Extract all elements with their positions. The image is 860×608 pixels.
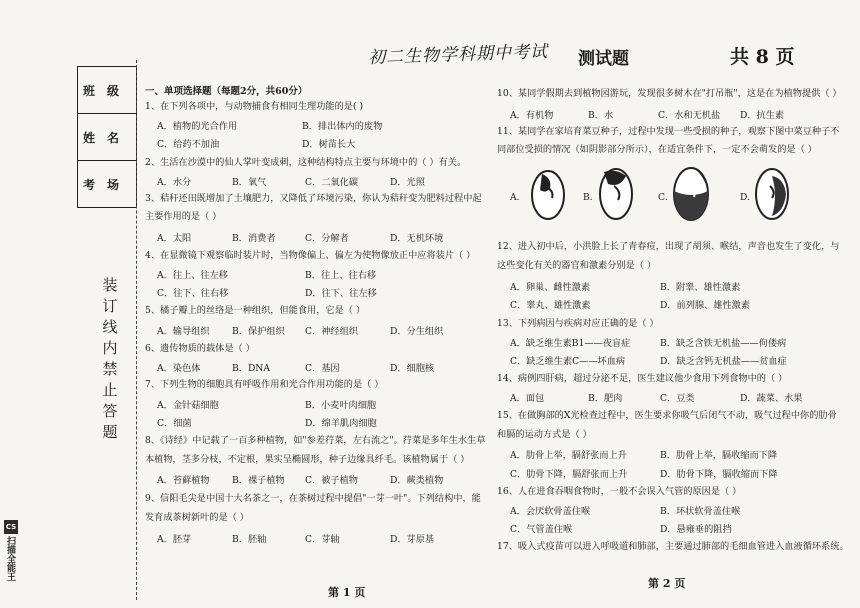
q8-option-a: A．苔藓植物 <box>157 475 210 486</box>
q6-option-d: D．细胞核 <box>390 363 435 374</box>
question-5: 5、橘子瓣上的丝络是一种组织，但能食用，它是（ ） <box>145 305 366 316</box>
q3-option-c: C．分解者 <box>305 233 349 244</box>
question-15-cont: 和膈的运动方式是（ ） <box>497 429 592 440</box>
seed-figure-a <box>528 168 568 222</box>
handwritten-title: 初二生物学科期中考试 <box>367 41 549 69</box>
q16-option-d: D．悬雍垂的阻挡 <box>660 524 732 535</box>
question-14: 14、病例四肝病，超过分泌不足，医生建议他少食用下列食物中的（ ） <box>497 373 788 384</box>
q13-option-a: A．缺乏维生素B1——夜盲症 <box>510 338 631 349</box>
q1-option-c: C．给药不加油 <box>157 139 220 150</box>
question-12-cont: 这些变化有关的器官和激素分别是（ ） <box>497 260 657 271</box>
q9-option-a: A．胚芽 <box>157 534 192 545</box>
question-9-cont: 发育成茶树新叶的是（ ） <box>145 512 249 523</box>
q6-option-b: B．DNA <box>232 363 270 374</box>
question-3-cont: 主要作用的是（ ） <box>145 211 222 222</box>
q15-option-d: D．肋骨下降，膈收缩而下降 <box>660 469 778 480</box>
q2-option-c: C．二氧化碳 <box>305 177 358 188</box>
section-title: 一、单项选择题（每题2分，共60分） <box>145 86 308 97</box>
student-info-box <box>77 66 137 208</box>
question-8: 8、《诗经》中记载了一百多种植物，如"参差荇菜，左右流之"。荇菜是多年生水生草 <box>145 435 486 446</box>
question-3: 3、秸秆还田既增加了土壤肥力，又降低了环境污染，你认为秸秆变为肥料过程中起 <box>145 193 482 204</box>
q9-option-b: B．胚轴 <box>232 534 267 545</box>
q15-option-c: C．肋骨下降，膈舒张而上升 <box>510 469 628 480</box>
left-page-number: 第 1 页 <box>328 586 366 599</box>
q9-option-c: C．芽轴 <box>305 534 340 545</box>
q2-option-b: B．氧气 <box>232 177 267 188</box>
seed-figure-c <box>670 165 712 223</box>
question-15: 15、在做胸部的X光检查过程中，医生要求你吸气后闭气不动，吸气过程中你的肋骨 <box>497 410 837 421</box>
q3-option-a: A．太阳 <box>157 233 192 244</box>
q1-option-b: B．排出体内的废物 <box>302 121 383 132</box>
q11-option-b: B. <box>583 192 593 203</box>
q10-option-a: A．有机物 <box>510 110 554 121</box>
question-7: 7、下列生物的细胞具有呼吸作用和光合作用功能的是（ ） <box>145 379 384 390</box>
question-6: 6、遗传物质的载体是（ ） <box>145 343 255 354</box>
q15-option-b: B．肋骨上举，膈收缩而下降 <box>660 450 778 461</box>
q5-option-d: D．分生组织 <box>390 326 444 337</box>
q13-option-c: C．缺乏维生素C——坏血病 <box>510 356 626 367</box>
q8-option-c: C．被子植物 <box>305 475 358 486</box>
q7-option-c: C．细菌 <box>157 418 192 429</box>
q16-option-c: C．气管盖住喉 <box>510 524 573 535</box>
name-label: 姓名 <box>78 114 136 161</box>
q15-option-a: A．肋骨上举，膈舒张而上升 <box>510 450 627 461</box>
q4-option-d: D．往下、往左移 <box>305 288 377 299</box>
scanner-label: 扫描全能王 <box>5 536 15 581</box>
q2-option-a: A．水分 <box>157 177 192 188</box>
question-11-cont: 同部位受损的情况（如阴影部分所示），在适宜条件下，一定不会萌发的是（ ） <box>497 144 817 155</box>
question-11: 11、某同学在家培育菜豆种子，过程中发现一些受损的种子，观察下图中菜豆种子不 <box>497 126 840 137</box>
q5-option-a: A．输导组织 <box>157 326 210 337</box>
room-label: 考场 <box>82 177 131 192</box>
question-17: 17、吸入式疫苗可以进入呼吸道和肺部，主要通过肺部的毛细血管进入血液循环系统。 <box>497 541 849 552</box>
question-16: 16、人在进食吞咽食物时，一般不会误入气管的原因是（ ） <box>497 486 742 497</box>
question-9: 9、信阳毛尖是中国十大名茶之一，在茶树过程中提倡"一芽一叶"。下列结构中，能 <box>145 493 481 504</box>
question-12: 12、进入初中后，小洪脸上长了青春痘，出现了胡须、喉结，声音也发生了变化，与 <box>497 241 840 252</box>
page-count: 共 8 页 <box>730 46 795 68</box>
q11-option-a: A. <box>510 192 520 203</box>
q14-option-d: D．蔬菜、水果 <box>740 393 803 404</box>
q12-option-d: D．前列腺、雄性激素 <box>660 300 751 311</box>
seed-figure-b <box>596 166 636 222</box>
q14-option-b: B．肥肉 <box>588 393 623 404</box>
q9-option-d: D．芽原基 <box>390 534 435 545</box>
right-page-number: 第 2 页 <box>648 577 686 590</box>
q11-option-c: C. <box>658 192 668 203</box>
q10-option-d: D．抗生素 <box>740 110 785 121</box>
seed-figure-d <box>752 166 792 222</box>
q13-option-d: D．缺乏含钙无机盐——贫血症 <box>660 356 787 367</box>
q6-option-a: A．染色体 <box>157 363 201 374</box>
q12-option-b: B．附睾、雄性激素 <box>660 282 741 293</box>
q1-option-d: D．树苗长大 <box>302 139 356 150</box>
q12-option-a: A．卵巢、雌性激素 <box>510 282 591 293</box>
q8-option-d: D．蕨类植物 <box>390 475 444 486</box>
q5-option-b: B．保护组织 <box>232 326 285 337</box>
q8-option-b: B．裸子植物 <box>232 475 285 486</box>
q11-option-d: D. <box>740 192 750 203</box>
q7-option-a: A．金针菇细胞 <box>157 400 219 411</box>
question-10: 10、某同学假期去到植物园游玩，发现很多树木在"打吊瓶"，这是在为植物提供（ ） <box>497 88 842 99</box>
q4-option-c: C．往下、往右移 <box>157 288 229 299</box>
q14-option-c: C．豆类 <box>660 393 695 404</box>
question-13: 13、下列病因与疾病对应正确的是（ ） <box>497 318 659 329</box>
q5-option-c: C．神经组织 <box>305 326 358 337</box>
q10-option-b: B．水 <box>588 110 614 121</box>
title-suffix: 测试题 <box>578 49 629 69</box>
q3-option-b: B．消费者 <box>232 233 276 244</box>
q6-option-c: C．基因 <box>305 363 340 374</box>
q10-option-c: C．水和无机盐 <box>658 110 721 121</box>
q14-option-a: A．面包 <box>510 393 545 404</box>
q1-option-a: A．植物的光合作用 <box>157 121 238 132</box>
question-1: 1、在下列各项中，与动物捕食有相同生理功能的是( ) <box>145 101 364 112</box>
binding-dashed-line <box>136 60 137 600</box>
q16-option-a: A．会厌软骨盖住喉 <box>510 506 591 517</box>
camscanner-logo-icon: CS <box>4 520 18 534</box>
q7-option-d: D．绵羊肌肉细胞 <box>305 418 377 429</box>
question-2: 2、生活在沙漠中的仙人掌叶变成刺，这种结构特点主要与环境中的（ ）有关。 <box>145 157 467 168</box>
q3-option-d: D．无机环境 <box>390 233 444 244</box>
q7-option-b: B．小麦叶肉细胞 <box>305 400 377 411</box>
class-label: 班级 <box>78 67 136 114</box>
scanner-watermark <box>4 520 20 600</box>
q4-option-b: B．往上、往右移 <box>305 270 377 281</box>
q12-option-c: C．睾丸、雄性激素 <box>510 300 591 311</box>
q16-option-b: B．环状软骨盖住喉 <box>660 506 741 517</box>
q13-option-b: B．缺乏含铁无机盐——佝偻病 <box>660 338 787 349</box>
q2-option-d: D．光照 <box>390 177 425 188</box>
question-4: 4、在显微镜下观察临时装片时，当物像偏上、偏左为使物像放正中应将装片（ ） <box>145 250 476 261</box>
question-8-cont: 本植物，茎多分枝，不定根，果实呈椭圆形，种子边缘具纤毛。该植物属于（ ） <box>145 454 470 465</box>
q4-option-a: A．往上、往左移 <box>157 270 228 281</box>
binding-warning: 装 订 线 内 禁 止 答 题 <box>102 276 118 441</box>
